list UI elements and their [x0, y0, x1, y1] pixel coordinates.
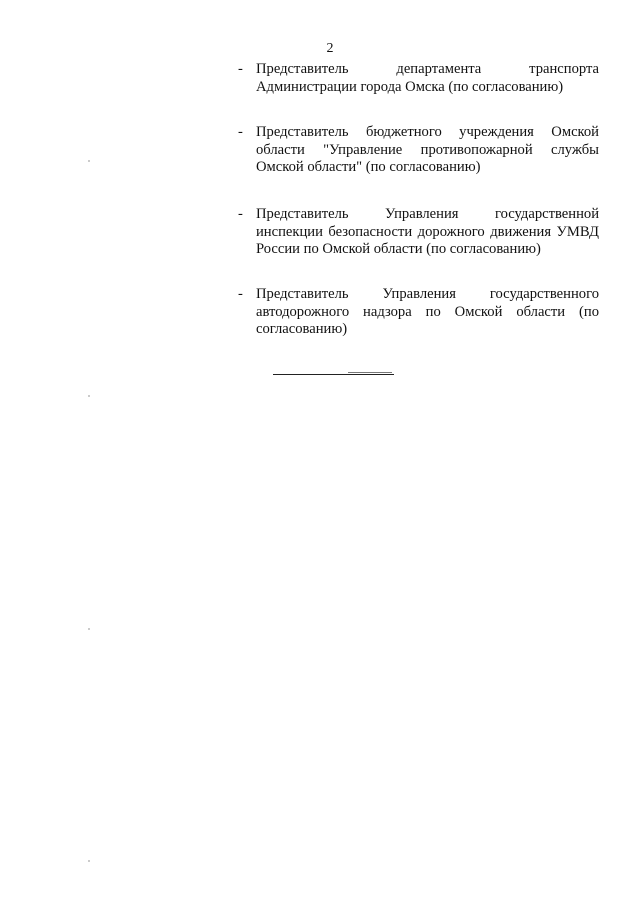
scan-margin-mark: [88, 160, 90, 162]
list-item-dash: -: [238, 206, 243, 222]
list-item: [238, 61, 599, 96]
list-item-dash: -: [238, 286, 243, 302]
list-item-text: Представитель Управления государственной инспекции безопасности дорожного движения УМВД России по Омской области (по согласованию): [256, 206, 599, 257]
list-item-text: Представитель бюджетного учреждения Омской области "Управление противопожарной службы Омской области" (по согласованию): [256, 124, 599, 175]
list-item-dash: -: [238, 61, 243, 77]
scan-margin-mark: [88, 860, 90, 862]
list-item: [238, 206, 599, 259]
page-number: 2: [326, 41, 334, 56]
list-item-dash: -: [238, 124, 243, 140]
list-item: [238, 124, 599, 177]
end-of-list-rule-tail: [348, 372, 392, 373]
end-of-list-rule: [273, 374, 394, 375]
list-item: [238, 286, 599, 339]
scan-margin-mark: [88, 395, 90, 397]
list-item-text: Представитель Управления государственного автодорожного надзора по Омской области (по согласованию): [256, 286, 599, 337]
scan-margin-mark: [88, 628, 90, 630]
list-item-text: Представитель департамента транспорта Администрации города Омска (по согласованию): [256, 61, 599, 95]
